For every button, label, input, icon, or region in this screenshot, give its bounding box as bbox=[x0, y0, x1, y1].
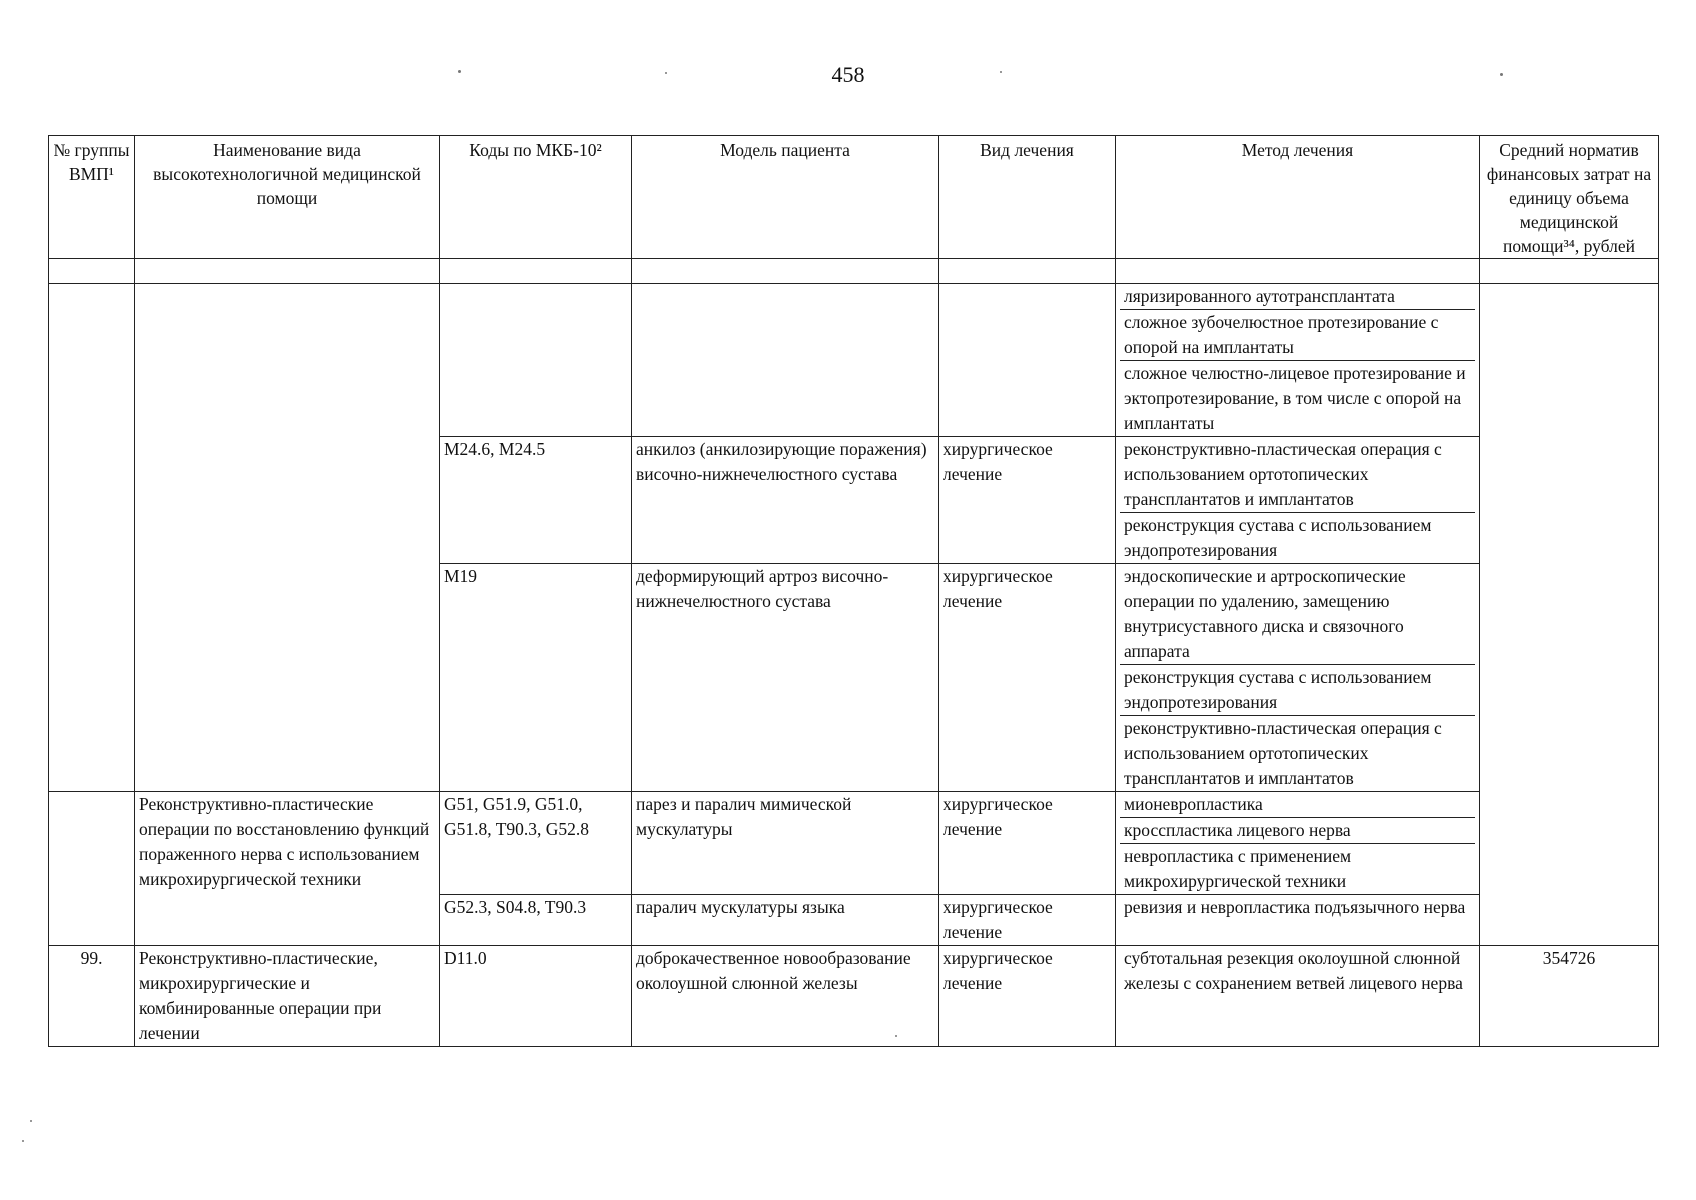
method-item: ляризированного аутотрансплантата bbox=[1120, 284, 1475, 310]
method-item: реконструктивно-пластическая операция с использованием ортотопических трансплантатов и имплантатов bbox=[1124, 718, 1442, 788]
scan-speck bbox=[458, 70, 461, 73]
method-cell bbox=[1116, 792, 1480, 895]
method-cell bbox=[1116, 895, 1480, 946]
model-cell: анкилоз (анкилозирующие поражения) височно-нижнечелюстного сустава bbox=[632, 437, 939, 564]
header-method: Метод лечения bbox=[1116, 136, 1480, 259]
method-cell bbox=[1116, 437, 1480, 564]
header-icd-codes: Коды по МКБ-10² bbox=[440, 136, 632, 259]
codes-cell: G52.3, S04.8, T90.3 bbox=[440, 895, 632, 946]
method-item: ревизия и невропластика подъязычного нерва bbox=[1124, 897, 1466, 917]
table-row bbox=[49, 946, 1659, 1047]
codes-cell: M24.6, M24.5 bbox=[440, 437, 632, 564]
model-cell: парез и паралич мимической мускулатуры bbox=[632, 792, 939, 895]
model-cell bbox=[632, 284, 939, 437]
header-group-no: № группы ВМП¹ bbox=[49, 136, 135, 259]
table-row bbox=[49, 284, 1659, 437]
model-cell: доброкачественное новообразование околоушной слюнной железы bbox=[632, 946, 939, 1047]
header-row bbox=[49, 136, 1659, 259]
scan-speck bbox=[1000, 71, 1002, 73]
vmp-table bbox=[48, 135, 1659, 1047]
group-cell bbox=[49, 792, 135, 946]
method-item: невропластика с применением микрохирургической техники bbox=[1124, 846, 1352, 891]
method-item: мионевропластика bbox=[1120, 792, 1475, 818]
cost-cell bbox=[1480, 284, 1659, 946]
scan-speck bbox=[1500, 73, 1503, 76]
method-item: эндоскопические и артроскопические операции по удалению, замещению внутрисуставного диска и связочного аппарата bbox=[1120, 564, 1475, 665]
treatment-cell: хирургическое лечение bbox=[939, 946, 1116, 1047]
care-type-cell bbox=[135, 284, 440, 792]
group-cell bbox=[49, 284, 135, 792]
header-treatment-type: Вид лечения bbox=[939, 136, 1116, 259]
method-cell bbox=[1116, 946, 1480, 1047]
header-patient-model: Модель пациента bbox=[632, 136, 939, 259]
page-number: 458 bbox=[831, 62, 865, 87]
treatment-cell: хирургическое лечение bbox=[939, 895, 1116, 946]
treatment-cell: хирургическое лечение bbox=[939, 564, 1116, 792]
method-cell bbox=[1116, 284, 1480, 437]
treatment-cell: хирургическое лечение bbox=[939, 792, 1116, 895]
codes-cell: G51, G51.9, G51.0, G51.8, T90.3, G52.8 bbox=[440, 792, 632, 895]
method-item: сложное челюстно-лицевое протезирование и эктопротезирование, в том числе с опорой на имплантаты bbox=[1124, 363, 1466, 433]
method-item: реконструкция сустава с использованием эндопротезирования bbox=[1124, 515, 1432, 560]
method-cell bbox=[1116, 564, 1480, 792]
method-item: кросспластика лицевого нерва bbox=[1120, 818, 1475, 844]
header-care-type: Наименование вида высокотехнологичной медицинской помощи bbox=[135, 136, 440, 259]
header-cost: Средний норматив финансовых затрат на единицу объема медицинской помощи³⁴, рублей bbox=[1480, 136, 1659, 259]
group-cell: 99. bbox=[49, 946, 135, 1047]
scan-speck bbox=[665, 72, 667, 74]
method-item: сложное зубочелюстное протезирование с опорой на имплантаты bbox=[1120, 310, 1475, 361]
method-item: реконструкция сустава с использованием эндопротезирования bbox=[1120, 665, 1475, 716]
cost-cell: 354726 bbox=[1480, 946, 1659, 1047]
codes-cell: D11.0 bbox=[440, 946, 632, 1047]
model-cell: деформирующий артроз височно-нижнечелюстного сустава bbox=[632, 564, 939, 792]
method-item: реконструктивно-пластическая операция с использованием ортотопических трансплантатов и имплантатов bbox=[1120, 437, 1475, 513]
care-type-cell: Реконструктивно-пластические, микрохирургические и комбинированные операции при лечении bbox=[135, 946, 440, 1047]
treatment-cell bbox=[939, 284, 1116, 437]
treatment-cell: хирургическое лечение bbox=[939, 437, 1116, 564]
table-row bbox=[49, 792, 1659, 895]
method-item: субтотальная резекция околоушной слюнной железы с сохранением ветвей лицевого нерва bbox=[1124, 948, 1463, 993]
scan-speck bbox=[22, 1140, 24, 1142]
scan-speck bbox=[30, 1120, 32, 1122]
care-type-cell: Реконструктивно-пластические операции по восстановлению функций пораженного нерва с использованием микрохирургической техники bbox=[135, 792, 440, 946]
header-spacer-row bbox=[49, 259, 1659, 284]
codes-cell: M19 bbox=[440, 564, 632, 792]
codes-cell bbox=[440, 284, 632, 437]
model-cell: паралич мускулатуры языка bbox=[632, 895, 939, 946]
